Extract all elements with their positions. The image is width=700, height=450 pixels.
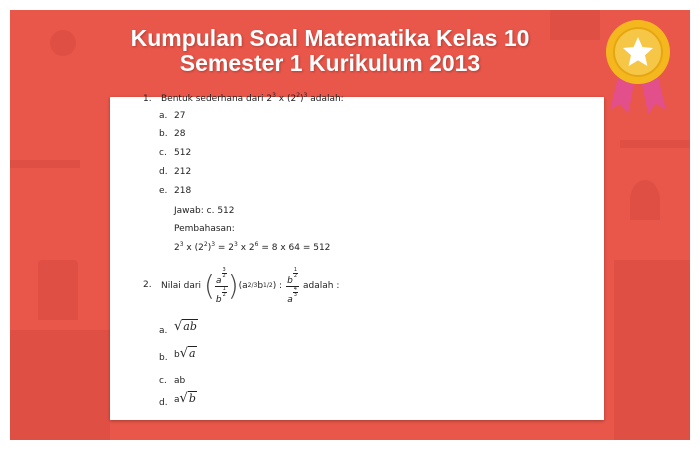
- sqrt-symbol: √ab: [174, 319, 197, 334]
- q1-option-e: e.: [159, 186, 168, 196]
- page-title: [50, 26, 610, 76]
- q2-option-a-text: [174, 319, 198, 334]
- q1-answer: Jawab: c. 512: [174, 206, 235, 216]
- q2-left-fraction: a $\frac{3}{2}$ b $\frac{1}{2}$: [215, 266, 226, 305]
- q1-option-c-text: 512: [174, 148, 192, 158]
- title-line-2: Semester 1 Kurikulum 2013: [179, 50, 481, 76]
- q2-question: Nilai dari ( a $\frac{3}{2}$ b $\frac{1}{2}$ ) (a 2/3 b 1/2 ) : b $\frac{1}{2}$ a $\frac{4}{3}$ adalah :: [161, 266, 340, 305]
- sqrt-symbol: √a: [179, 346, 196, 361]
- q2-option-d: d.: [159, 398, 168, 408]
- q1-solution: $2^3$ x $(2^2)^3 = 2^3$ x $2^6 = 8$ x 64 = 512: [174, 241, 331, 253]
- q2-option-c: c.: [159, 376, 167, 386]
- q1-number: 1.: [143, 94, 152, 104]
- deco-plant-right: [630, 180, 660, 220]
- deco-lamp-left: [38, 260, 78, 320]
- deco-shelf-right: [620, 140, 690, 148]
- title-line-1: Kumpulan Soal Matematika Kelas 10: [130, 25, 530, 51]
- q1-option-d-text: 212: [174, 167, 192, 177]
- deco-shelf-left: [10, 160, 80, 168]
- q1-option-a-text: 27: [174, 111, 186, 121]
- q1-option-b-text: 28: [174, 129, 186, 139]
- star-badge-icon: [598, 18, 678, 118]
- q1-option-a: a.: [159, 111, 168, 121]
- deco-cabinet-right: [614, 260, 690, 440]
- q1-discussion-label: Pembahasan:: [174, 224, 235, 234]
- q2-number: 2.: [143, 280, 152, 290]
- q1-question: Bentuk sederhana dari $2^3$ x $(2^2)^3$ adalah:: [161, 92, 344, 104]
- q1-option-c: c.: [159, 148, 167, 158]
- q2-option-a: a.: [159, 326, 168, 336]
- sqrt-symbol: √b: [179, 391, 196, 406]
- q1-option-d: d.: [159, 167, 168, 177]
- deco-table-left: [10, 330, 110, 440]
- q2-option-c-text: ab: [174, 376, 186, 386]
- q1-option-b: b.: [159, 129, 168, 139]
- q1-option-e-text: 218: [174, 186, 192, 196]
- q2-option-d-text: a√b: [174, 391, 196, 406]
- q2-option-b-text: b√a: [174, 346, 196, 361]
- q2-option-b: b.: [159, 353, 168, 363]
- question-sheet: [110, 92, 604, 420]
- q2-right-fraction: b $\frac{1}{2}$ a $\frac{4}{3}$: [287, 266, 297, 305]
